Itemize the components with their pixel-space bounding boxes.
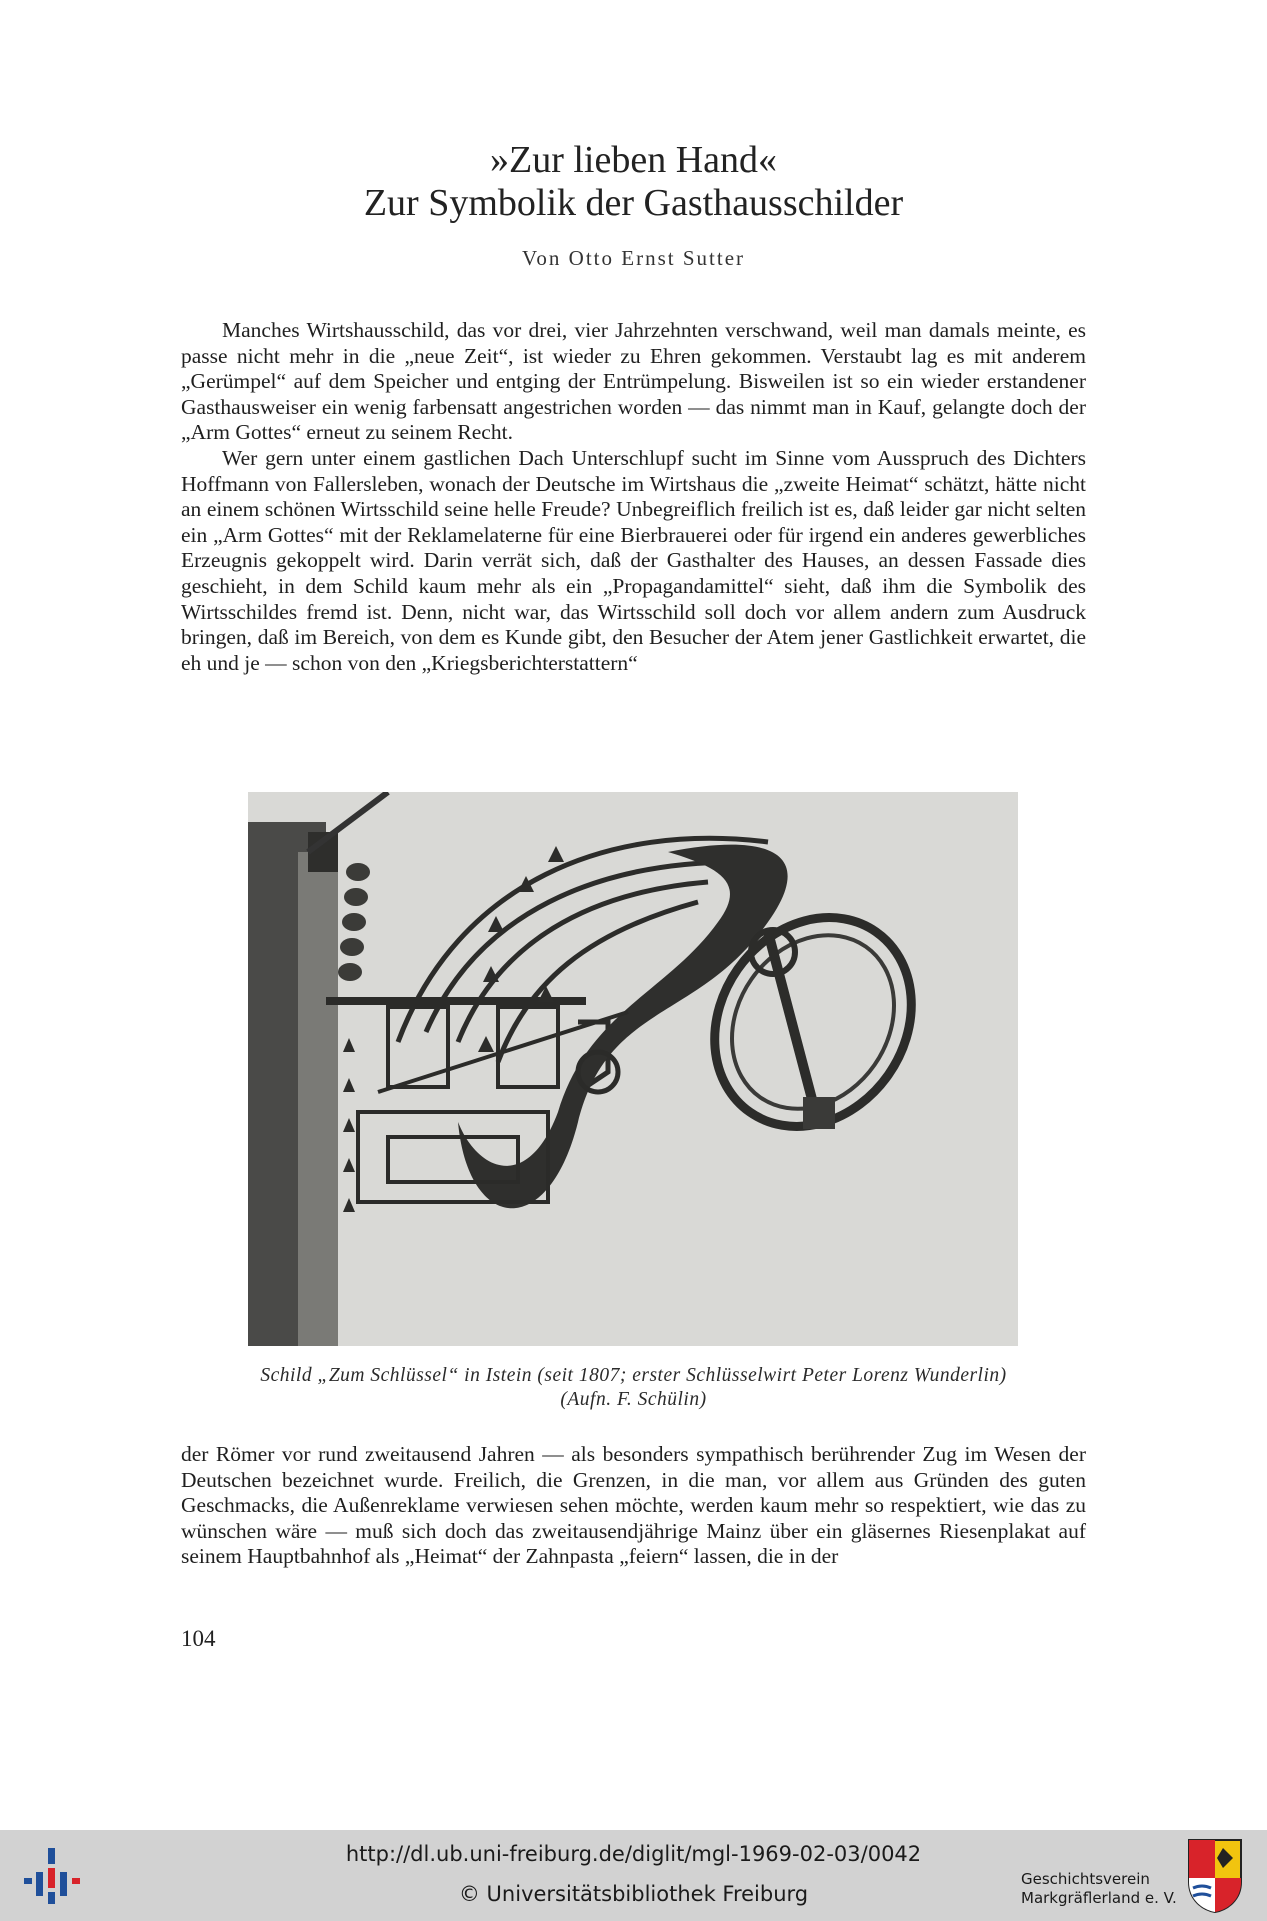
copyright-notice: © Universitätsbibliothek Freiburg <box>458 1882 809 1906</box>
photo-inn-sign <box>248 792 1018 1346</box>
figure-caption: Schild „Zum Schlüssel“ in Istein (seit 1807; erster Schlüsselwirt Peter Lorenz Wunderlin) <box>260 1365 1007 1386</box>
document-url-link[interactable]: http://dl.ub.uni-freiburg.de/diglit/mgl-1969-02-03/0042 <box>345 1842 922 1866</box>
paragraph: der Römer vor rund zweitausend Jahren — als besonders sympathisch berührender Zug im Wesen der Deutschen bezeichnet wurde. Freilich, die Grenzen, in die man, vor allem aus Gründen des guten Geschmacks, die Außenreklame verwiesen sehen möchte, werden kaum mehr so respektiert, wie das zu wünschen wäre — muß sich doch das zweitausendjährige Mainz über ein gläsernes Riesenplakat auf seinem Hauptbahnhof als „Heimat“ der Zahnpasta „feiern“ lassen, die in der <box>181 1442 1086 1569</box>
coat-of-arms-icon <box>1187 1838 1243 1914</box>
photo-credit: (Aufn. F. Schülin) <box>560 1389 707 1410</box>
body-text-after-figure <box>181 1442 1086 1570</box>
wrought-iron-sign-illustration <box>248 792 1018 1346</box>
society-name-line1: Geschichtsverein <box>1021 1870 1150 1888</box>
viewer-footer <box>0 1830 1267 1921</box>
body-text-before-figure <box>181 318 1086 676</box>
author-byline: Von Otto Ernst Sutter <box>521 246 746 270</box>
page-number: 104 <box>181 1626 216 1651</box>
article-title: »Zur lieben Hand« <box>489 139 778 181</box>
article-subtitle: Zur Symbolik der Gasthausschilder <box>363 182 904 224</box>
society-name <box>1021 1870 1177 1908</box>
society-name-line2: Markgräflerland e. V. <box>1021 1889 1177 1907</box>
paragraph: Manches Wirtshausschild, das vor drei, vier Jahrzehnten verschwand, weil man damals meinte, es passe nicht mehr in die „neue Zeit“, ist wieder zu Ehren gekommen. Verstaubt lag es mit anderem „Gerümpel“ auf dem Speicher und entging der Entrümpelung. Bisweilen ist so ein wieder erstandener Gasthausweiser ein wenig farbensatt angestrichen worden — das nimmt man in Kauf, gelangte doch der „Arm Gottes“ erneut zu seinem Recht. <box>181 318 1086 445</box>
paragraph: Wer gern unter einem gastlichen Dach Unterschlupf sucht im Sinne vom Ausspruch des Dichters Hoffmann von Fallersleben, wonach der Deutsche im Wirtshaus die „zweite Heimat“ schätzt, hätte nicht an einem schönen Wirtsschild seine helle Freude? Unbegreiflich freilich ist es, daß leider gar nicht selten ein „Arm Gottes“ mit der Reklamelaterne für eine Bierbrauerei oder für irgend ein anderes gewerbliches Erzeugnis gekoppelt wird. Darin verrät sich, daß der Gasthalter des Hauses, an dessen Fassade dies geschieht, in dem Schild kaum mehr als ein „Propagandamittel“ sieht, daß ihm die Symbolik des Wirtsschildes fremd ist. Denn, nicht war, das Wirtsschild soll doch vor allem andern zum Ausdruck bringen, daß im Bereich, von dem es Kunde gibt, den Besucher der Atem jener Gastlichkeit erwartet, die eh und je — schon von den „Kriegsberichterstattern“ <box>181 445 1086 675</box>
